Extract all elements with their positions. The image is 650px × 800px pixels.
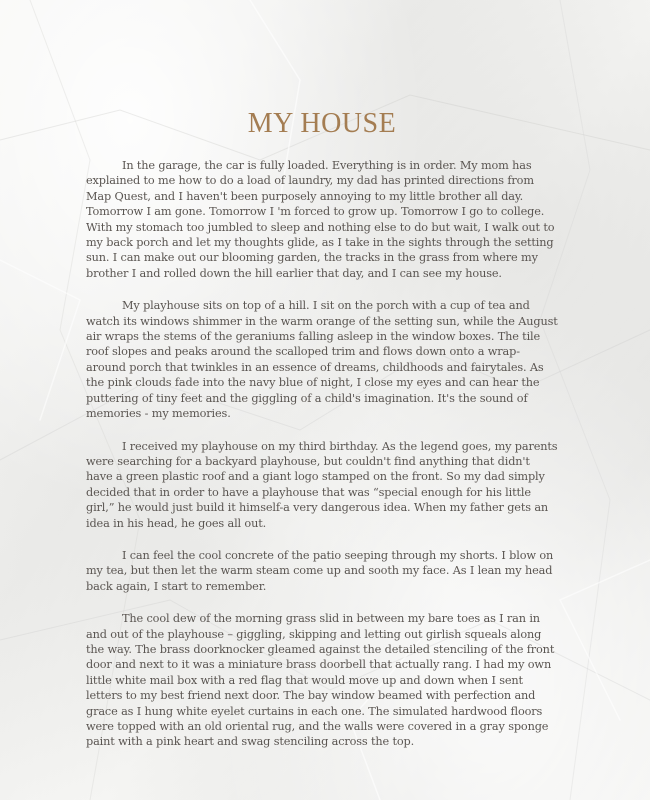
page-title: MY HOUSE bbox=[247, 108, 397, 139]
paragraph-3: I received my playhouse on my third birthday. As the legend goes, my parents were searching for a backyard playhouse, but couldn't find anything that didn't have a green plastic roof and a giant logo stamped on the front. So my dad simply decided that in order to have a playhouse that was “special enough for his little girl,” he would just build it himself-a very dangerous idea. When my father gets an idea in his head, he goes all out. bbox=[86, 439, 558, 530]
document-page bbox=[86, 108, 558, 767]
paragraph-1: In the garage, the car is fully loaded. Everything is in order. My mom has explained to me how to do a load of laundry, my dad has printed directions from Map Quest, and I haven't been purposely annoying to my little brother all day. Tomorrow I am gone. Tomorrow I 'm forced to grow up. Tomorrow I go to college. With my stomach too jumbled to sleep and nothing else to do but wait, I walk out to my back porch and let my thoughts glide, as I take in the sights through the setting sun. I can make out our blooming garden, the tracks in the grass from where my brother I and rolled down the hill earlier that day, and I can see my house. bbox=[86, 159, 555, 280]
paragraph-4: I can feel the cool concrete of the patio seeping through my shorts. I blow on my tea, but then let the warm steam come up and sooth my face. As I lean my head back again, I start to remember. bbox=[86, 548, 554, 593]
paragraph-5: The cool dew of the morning grass slid in between my bare toes as I ran in and out of the playhouse – giggling, skipping and letting out girlish squeals along the way. The brass doorknocker gleamed against the detailed stenciling of the front door and next to it was a miniature brass doorbell that actually rang. I had my own little white mail box with a red flag that would move up and down when I sent letters to my best friend next door. The bay window beamed with perfection and grace as I hung white eyelet curtains in each one. The simulated hardwood floors were topped with an old oriental rug, and the walls were covered in a gray sponge paint with a pink heart and swag stenciling across the top. bbox=[86, 612, 555, 749]
paragraph-2: My playhouse sits on top of a hill. I sit on the porch with a cup of tea and watch its windows shimmer in the warm orange of the setting sun, while the August air wraps the stems of the geraniums falling asleep in the window boxes. The tile roof slopes and peaks around the scalloped trim and flows down onto a wrap-around porch that twinkles in an essence of dreams, childhoods and fairytales. As the pink clouds fade into the navy blue of night, I close my eyes and can hear the puttering of tiny feet and the giggling of a child's imagination. It's the sound of memories - my memories. bbox=[86, 299, 558, 421]
